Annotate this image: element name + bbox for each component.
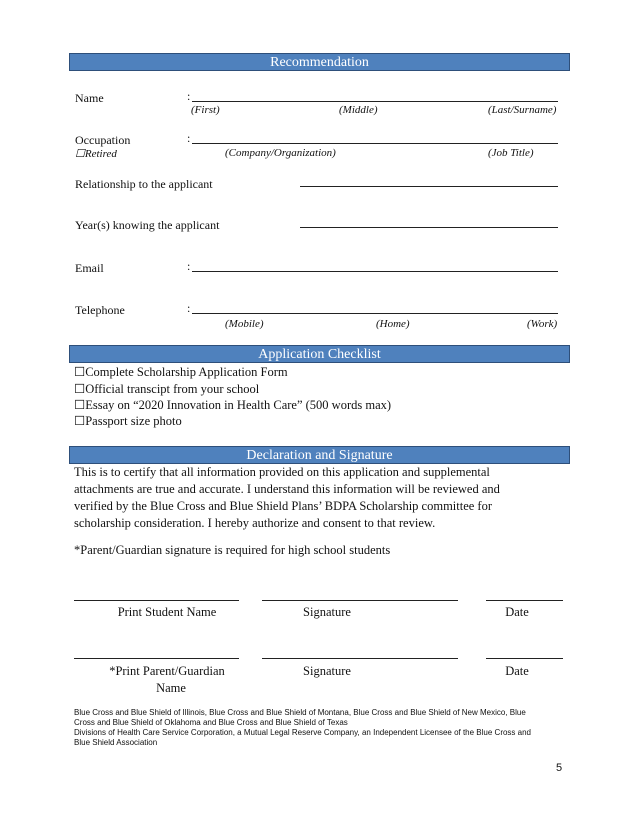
name-field[interactable] [192, 101, 558, 102]
checklist-item-transcript[interactable]: ☐Official transcipt from your school [74, 382, 260, 396]
telephone-colon: : [187, 301, 191, 315]
student-signature-line[interactable] [262, 600, 458, 601]
occupation-label: Occupation [75, 133, 131, 147]
name-middle-caption: (Middle) [339, 104, 378, 116]
declaration-line-2: attachments are true and accurate. I understand this information will be reviewed and [74, 482, 500, 496]
declaration-line-1: This is to certify that all information provided on this application and supplemental [74, 465, 490, 479]
telephone-field[interactable] [192, 313, 558, 314]
print-parent-name-caption: *Print Parent/Guardian [109, 664, 225, 678]
parent-signature-caption: Signature [303, 664, 351, 678]
email-label: Email [75, 261, 104, 275]
checklist-header: Application Checklist [69, 345, 570, 363]
footer-line-1: Blue Cross and Blue Shield of Illinois, Blue Cross and Blue Shield of Montana, Blue Cross and Blue Shield of New Mexico, Blue [74, 708, 526, 717]
checklist-item-photo[interactable]: ☐Passport size photo [74, 414, 182, 428]
print-student-name-caption: Print Student Name [117, 605, 217, 619]
telephone-label: Telephone [75, 303, 125, 317]
footer-line-3: Divisions of Health Care Service Corporation, a Mutual Legal Reserve Company, an Independent Licensee of the Blue Cross and [74, 728, 531, 737]
mobile-caption: (Mobile) [225, 318, 264, 330]
parent-date-line[interactable] [486, 658, 563, 659]
work-caption: (Work) [527, 318, 558, 330]
student-date-line[interactable] [486, 600, 563, 601]
relationship-label: Relationship to the applicant [75, 177, 213, 191]
student-name-line[interactable] [74, 600, 239, 601]
page-number: 5 [556, 762, 563, 774]
name-first-caption: (First) [191, 104, 220, 116]
job-title-caption: (Job Title) [488, 147, 534, 159]
name-colon: : [187, 89, 191, 103]
relationship-field[interactable] [300, 186, 558, 187]
name-last-caption: (Last/Surname) [488, 104, 557, 116]
years-label: Year(s) knowing the applicant [75, 218, 220, 232]
checklist-item-essay[interactable]: ☐Essay on “2020 Innovation in Health Care” (500 words max) [74, 398, 392, 412]
footer-line-4: Blue Shield Association [74, 738, 158, 747]
email-colon: : [187, 259, 191, 273]
company-caption: (Company/Organization) [225, 147, 336, 159]
declaration-header: Declaration and Signature [69, 446, 570, 464]
occupation-colon: : [187, 131, 191, 145]
student-date-caption: Date [505, 605, 529, 619]
occupation-field[interactable] [192, 143, 558, 144]
years-field[interactable] [300, 227, 558, 228]
guardian-note: *Parent/Guardian signature is required for high school students [74, 543, 391, 557]
recommendation-header: Recommendation [69, 53, 570, 71]
declaration-line-3: verified by the Blue Cross and Blue Shield Plans’ BDPA Scholarship committee for [74, 499, 493, 513]
checklist-item-application-form[interactable]: ☐Complete Scholarship Application Form [74, 365, 288, 379]
parent-name-line[interactable] [74, 658, 239, 659]
parent-date-caption: Date [505, 664, 529, 678]
name-label: Name [75, 91, 104, 105]
footer-line-2: Cross and Blue Shield of Oklahoma and Blue Cross and Blue Shield of Texas [74, 718, 348, 727]
print-parent-name-caption-2: Name [156, 681, 186, 695]
student-signature-caption: Signature [303, 605, 351, 619]
home-caption: (Home) [376, 318, 410, 330]
email-field[interactable] [192, 271, 558, 272]
parent-signature-line[interactable] [262, 658, 458, 659]
declaration-line-4: scholarship consideration. I hereby authorize and consent to that review. [74, 516, 436, 530]
retired-checkbox[interactable]: ☐Retired [75, 148, 117, 160]
